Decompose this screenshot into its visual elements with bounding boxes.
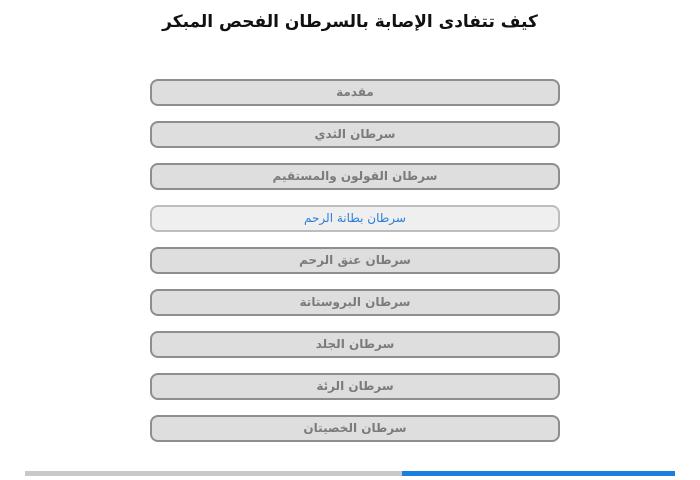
chapter-menu	[150, 79, 560, 442]
progress-bar-fill	[402, 471, 675, 476]
menu-item-introduction[interactable]: مقدمة	[150, 79, 560, 106]
menu-item-lung-cancer[interactable]: سرطان الرئة	[150, 373, 560, 400]
page-title: كيف تتفادى الإصابة بالسرطان الفحص المبكر	[162, 12, 538, 32]
menu-item-prostate-cancer[interactable]: سرطان البروستاتة	[150, 289, 560, 316]
menu-item-testicular-cancer[interactable]: سرطان الخصيتان	[150, 415, 560, 442]
menu-item-cervical-cancer[interactable]: سرطان عنق الرحم	[150, 247, 560, 274]
menu-item-colorectal-cancer[interactable]: سرطان القولون والمستقيم	[150, 163, 560, 190]
progress-bar	[25, 471, 675, 476]
menu-item-endometrial-cancer[interactable]: سرطان بطانة الرحم	[150, 205, 560, 232]
menu-item-breast-cancer[interactable]: سرطان الثدي	[150, 121, 560, 148]
menu-item-skin-cancer[interactable]: سرطان الجلد	[150, 331, 560, 358]
